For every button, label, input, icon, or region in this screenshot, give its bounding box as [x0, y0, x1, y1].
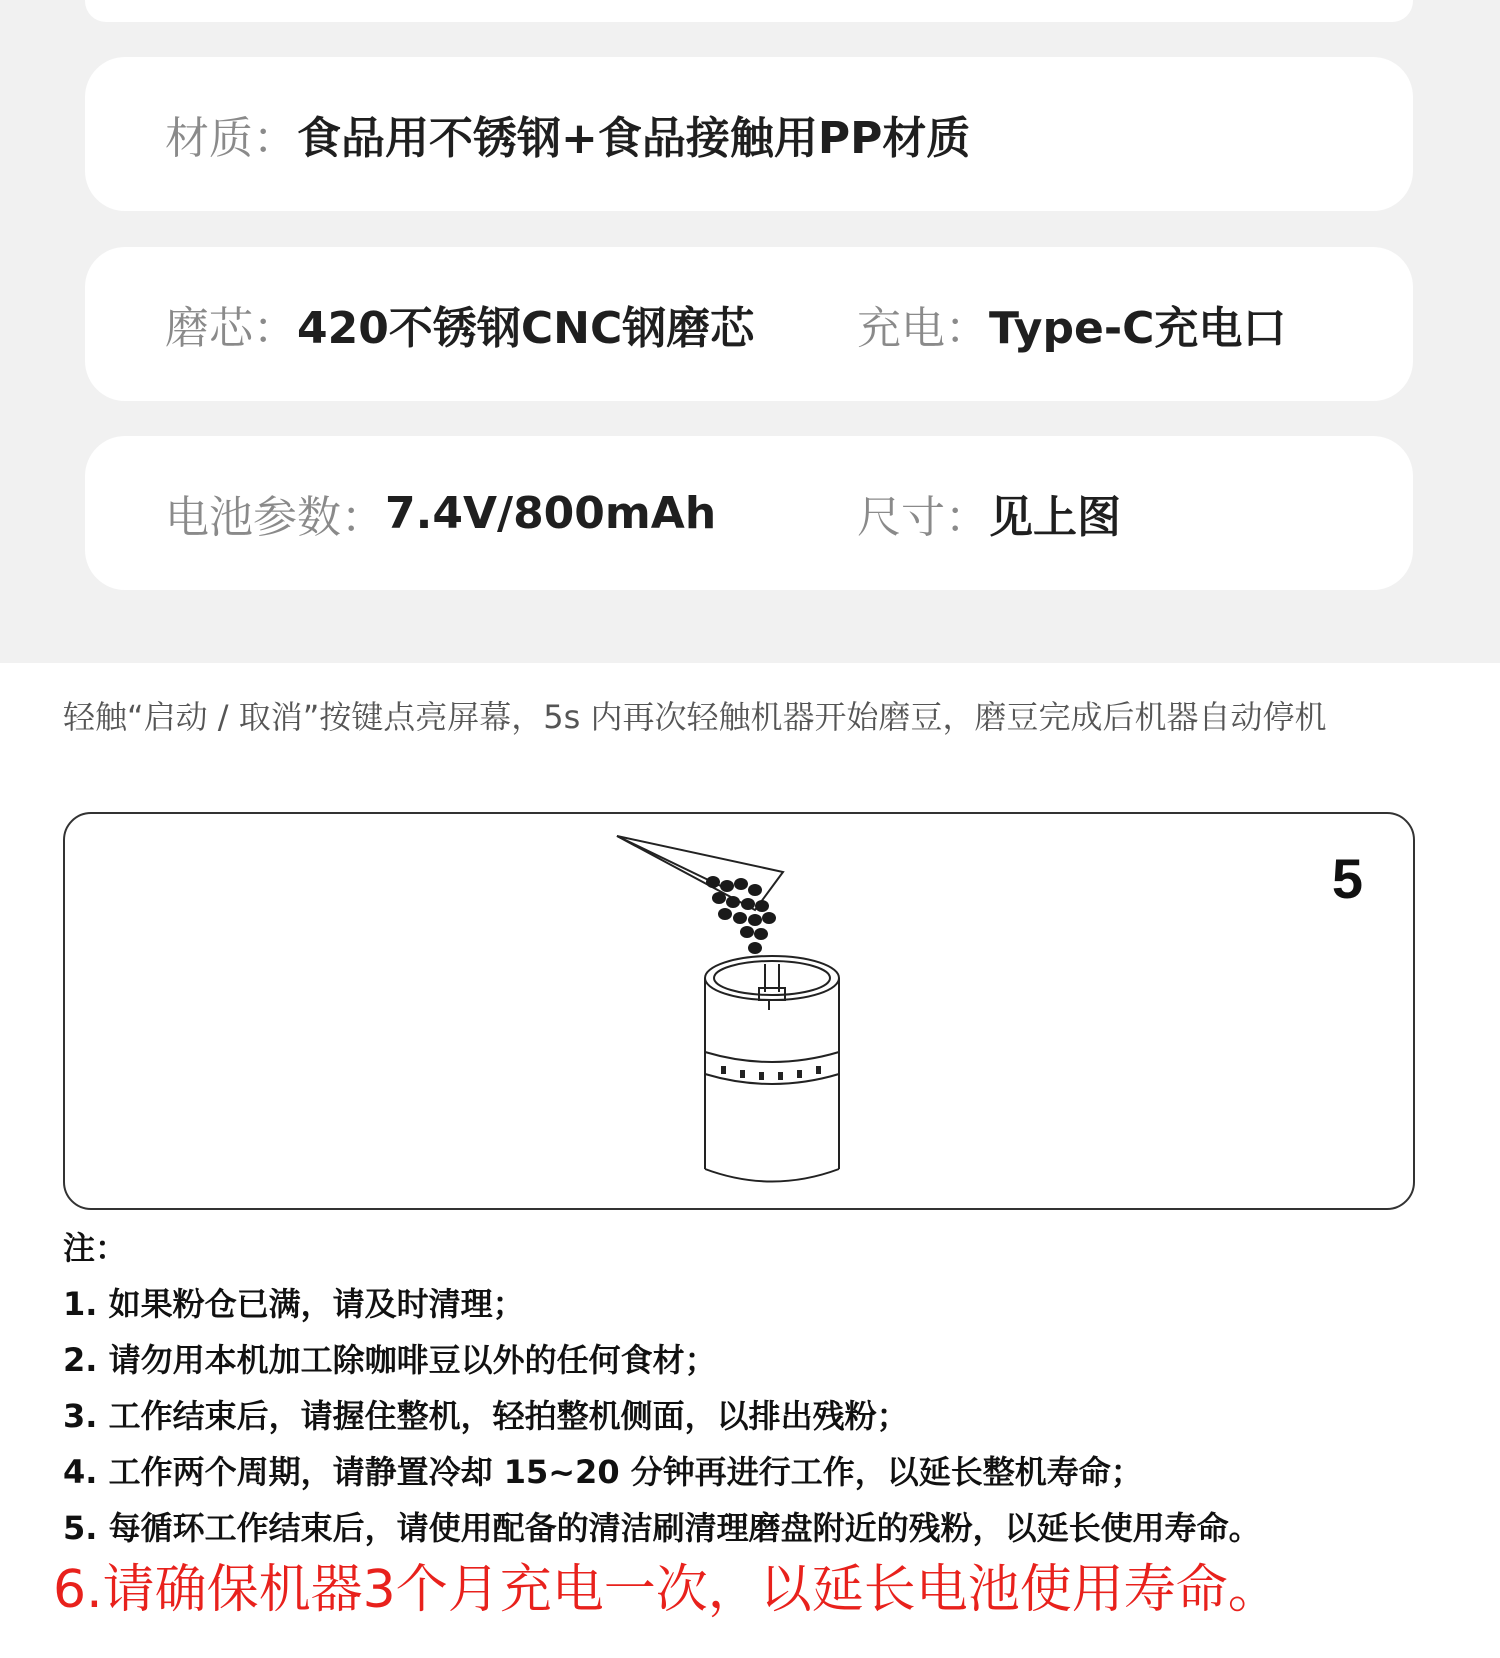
- paper-cone-icon: [617, 836, 783, 910]
- notes-section: [53, 1220, 1463, 1620]
- spec-charge: [857, 247, 1286, 401]
- spec-battery: [165, 436, 716, 590]
- note-item: 5. 每循环工作结束后，请使用配备的清洁刷清理磨盘附近的残粉，以延长使用寿命。: [63, 1509, 1261, 1547]
- notes-title: 注：: [63, 1229, 128, 1267]
- instruction-text: 轻触“启动 / 取消”按键点亮屏幕，5s 内再次轻触机器开始磨豆，磨豆完成后机器自动停机: [63, 698, 1327, 736]
- spec-charge-value: Type-C充电口: [989, 303, 1287, 354]
- spec-size-value: 见上图: [989, 492, 1121, 543]
- spec-card-top: [85, 0, 1413, 22]
- spec-material-value: 食品用不锈钢+食品接触用PP材质: [297, 113, 971, 164]
- spec-section: [0, 0, 1500, 663]
- note-item: 1. 如果粉仓已满，请及时清理；: [63, 1285, 525, 1323]
- spec-battery-value: 7.4V/800mAh: [385, 487, 717, 539]
- battery-warning: 6.请确保机器3个月充电一次，以延长电池使用寿命。: [53, 1560, 1280, 1620]
- note-item: 2. 请勿用本机加工除咖啡豆以外的任何食材；: [63, 1341, 717, 1379]
- note-item: 4. 工作两个周期，请静置冷却 15~20 分钟再进行工作，以延长整机寿命；: [63, 1453, 1143, 1491]
- note-item: 3. 工作结束后，请握住整机，轻拍整机侧面，以排出残粉；: [63, 1397, 909, 1435]
- spec-material-label: 材质：: [165, 113, 297, 164]
- step-number: 5: [1331, 847, 1363, 910]
- illustration-frame: [63, 812, 1415, 1210]
- grind-scale-icon: [721, 1066, 821, 1080]
- spec-charge-label: 充电：: [857, 303, 989, 354]
- spec-card-material: [85, 57, 1413, 211]
- spec-battery-label: 电池参数：: [165, 492, 385, 543]
- spec-burr-value: 420不锈钢CNC钢磨芯: [297, 303, 755, 354]
- grinder-illustration: [65, 814, 1417, 1212]
- spec-burr: [165, 247, 754, 401]
- spec-burr-label: 磨芯：: [165, 303, 297, 354]
- spec-material: [165, 57, 970, 211]
- spec-size-label: 尺寸：: [857, 492, 989, 543]
- spec-card-burr-charge: [85, 247, 1413, 401]
- spec-size: [857, 436, 1121, 590]
- spec-card-battery-size: [85, 436, 1413, 590]
- coffee-beans-icon: [706, 876, 776, 954]
